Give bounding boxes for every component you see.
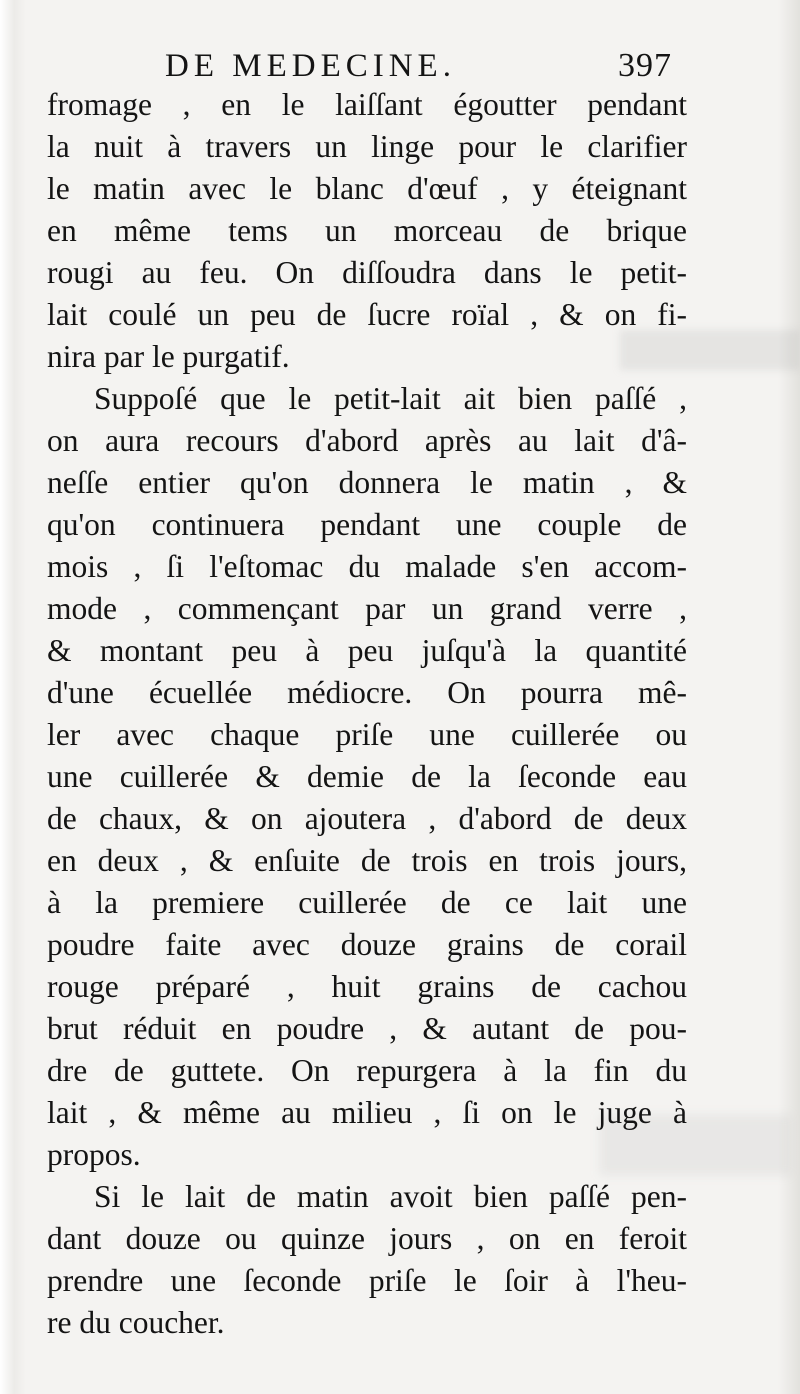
text-line: propos. xyxy=(47,1137,141,1172)
text-line: & montant peu à peu juſqu'à la quantité xyxy=(47,633,687,668)
text-line: mode , commençant par un grand verre , xyxy=(47,591,687,626)
text-line: en même tems un morceau de brique xyxy=(47,213,687,248)
text-line: de chaux, & on ajoutera , d'abord de deux xyxy=(47,801,687,836)
text-line: lait coulé un peu de ſucre roïal , & on fi- xyxy=(47,297,687,332)
text-line: fromage , en le laiſſant égoutter pendant xyxy=(47,87,687,122)
body-text xyxy=(47,84,687,1344)
text-line: lait , & même au milieu , ſi on le juge à xyxy=(47,1095,687,1130)
text-line: prendre une ſeconde priſe le ſoir à l'heu- xyxy=(47,1263,687,1298)
page-left-margin-shading xyxy=(0,0,26,1394)
text-line: re du coucher. xyxy=(47,1305,225,1340)
text-line: poudre faite avec douze grains de corail xyxy=(47,927,687,962)
page-right-margin-shading xyxy=(778,0,800,1394)
text-line: la nuit à travers un linge pour le clarifier xyxy=(47,129,687,164)
text-line: dant douze ou quinze jours , on en feroit xyxy=(47,1221,687,1256)
text-line: qu'on continuera pendant une couple de xyxy=(47,507,687,542)
text-line: rouge préparé , huit grains de cachou xyxy=(47,969,687,1004)
text-line: neſſe entier qu'on donnera le matin , & xyxy=(47,465,687,500)
text-line: ler avec chaque priſe une cuillerée ou xyxy=(47,717,687,752)
text-line: d'une écuellée médiocre. On pourra mê- xyxy=(47,675,687,710)
running-title: DE MEDECINE. xyxy=(165,48,456,84)
text-line: Suppoſé que le petit-lait ait bien paſſé , xyxy=(94,381,687,416)
text-line: le matin avec le blanc d'œuf , y éteignant xyxy=(47,171,687,206)
text-line: Si le lait de matin avoit bien paſſé pen- xyxy=(94,1179,687,1214)
text-line: en deux , & enſuite de trois en trois jours, xyxy=(47,843,687,878)
text-line: nira par le purgatif. xyxy=(47,339,290,374)
page-number: 397 xyxy=(618,47,672,84)
text-line: une cuillerée & demie de la ſeconde eau xyxy=(47,759,687,794)
text-line: dre de guttete. On repurgera à la fin du xyxy=(47,1053,687,1088)
text-line: à la premiere cuillerée de ce lait une xyxy=(47,885,687,920)
text-line: brut réduit en poudre , & autant de pou- xyxy=(47,1011,687,1046)
text-line: rougi au feu. On diſſoudra dans le petit- xyxy=(47,255,687,290)
text-line: mois , ſi l'eſtomac du malade s'en accom- xyxy=(47,549,687,584)
text-line: on aura recours d'abord après au lait d'â- xyxy=(47,423,687,458)
